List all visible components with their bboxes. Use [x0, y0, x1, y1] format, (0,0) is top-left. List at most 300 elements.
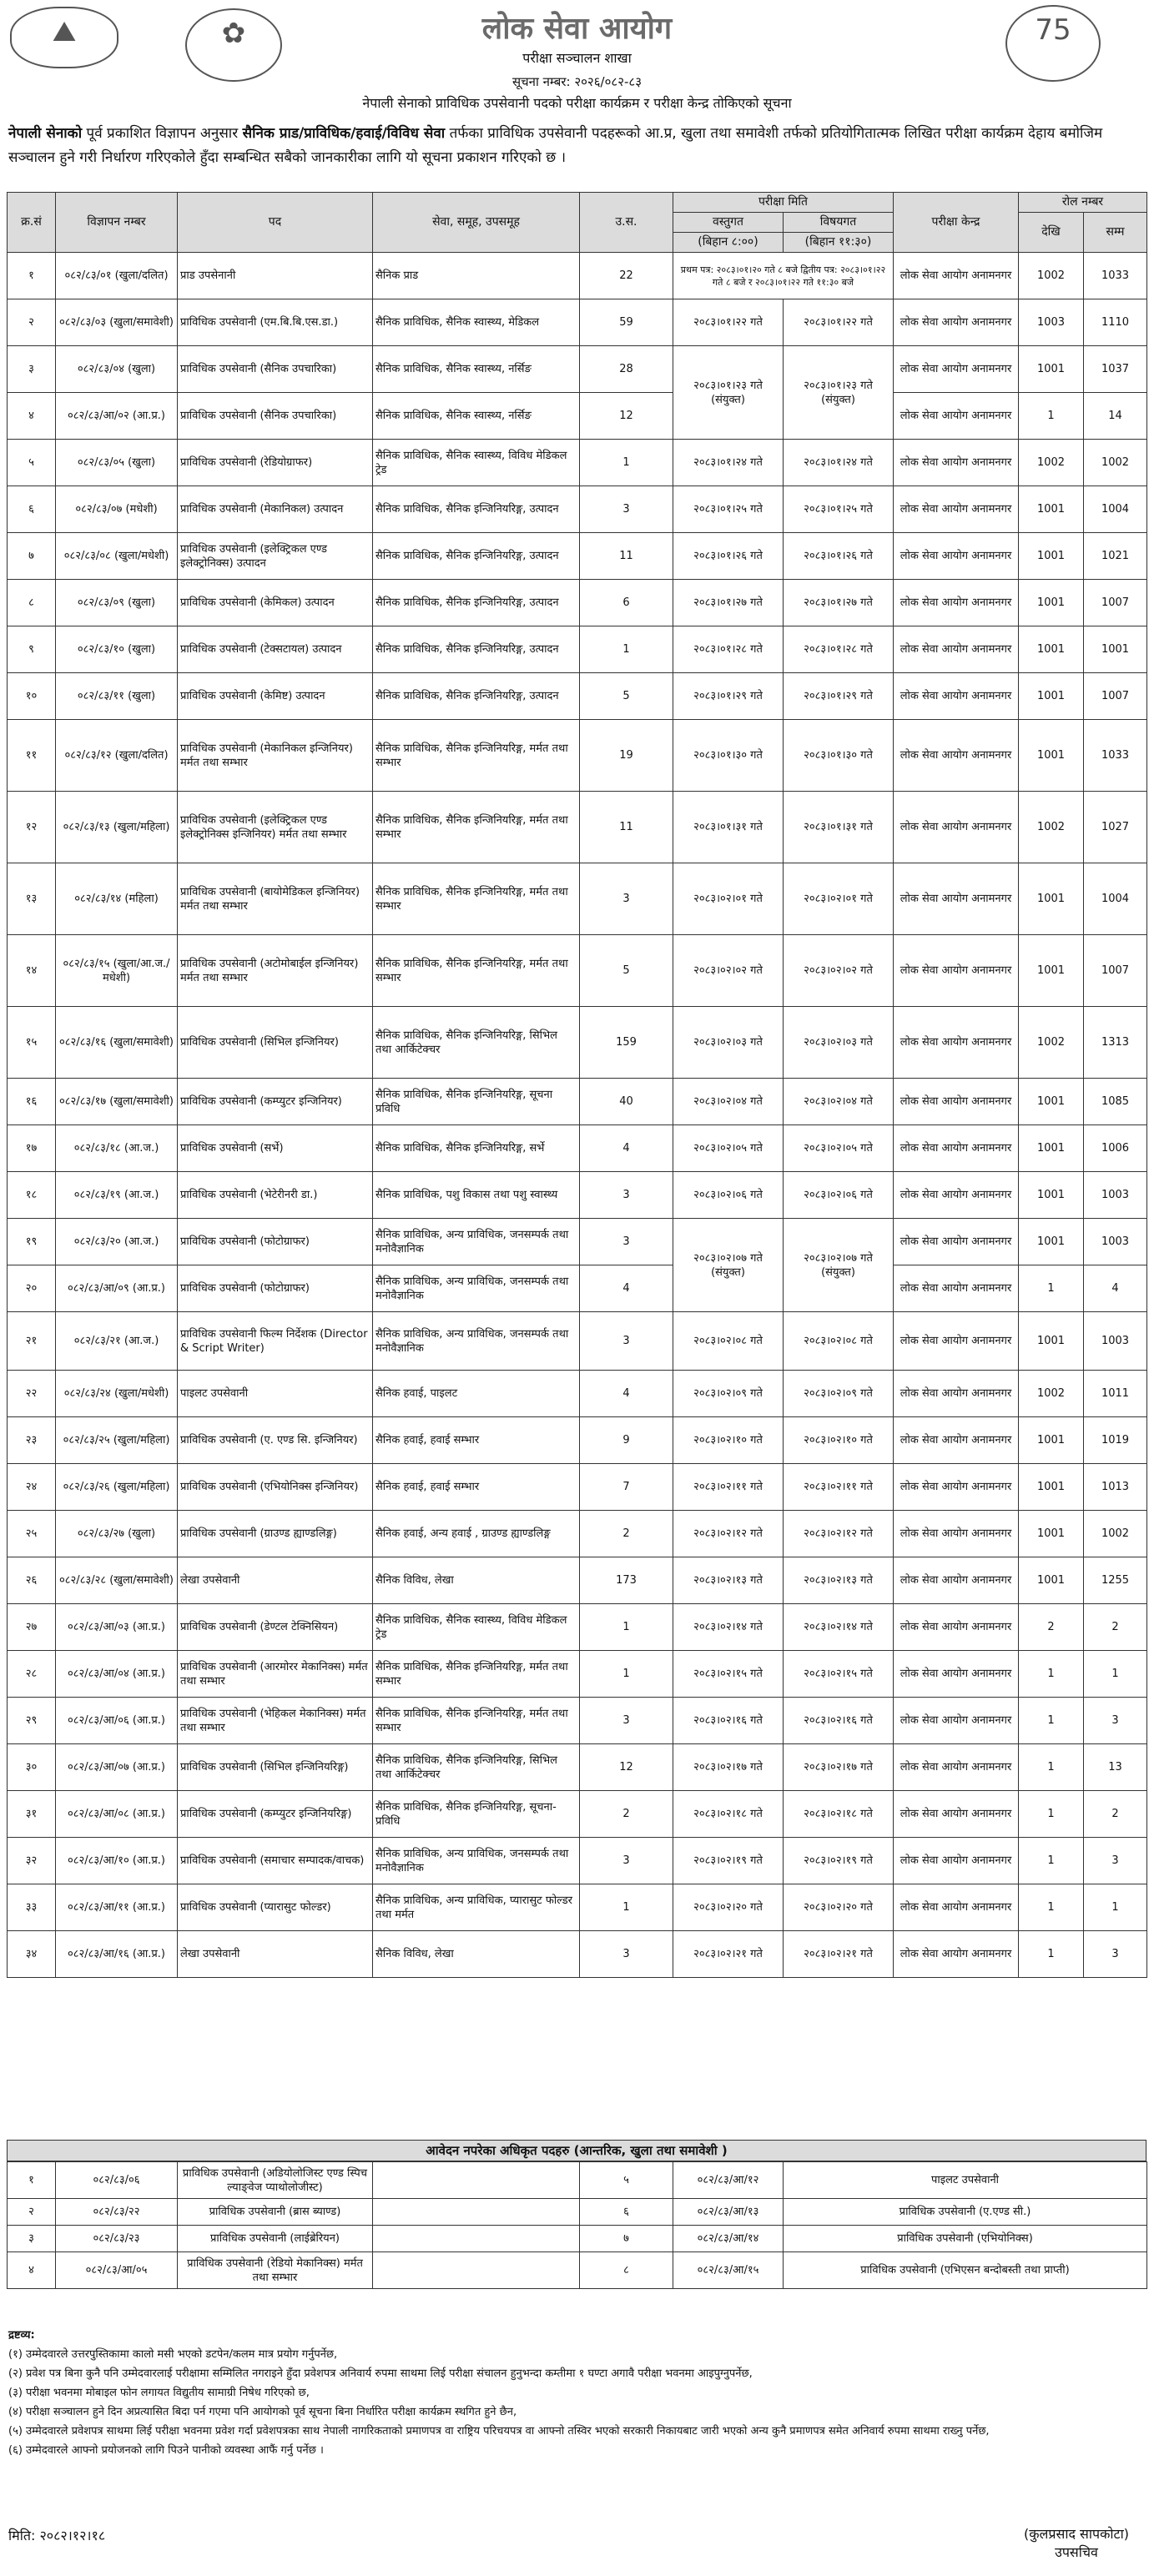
row-objective-date: २०८३।०१।३१ गते — [673, 792, 784, 863]
row-adv-number: ०८२/८३/२० (आ.ज.) — [56, 1219, 178, 1265]
exam-schedule-body — [8, 253, 1147, 1978]
row-adv-number: ०८२/८३/१० (खुला) — [56, 626, 178, 673]
row-count: 5 — [580, 935, 673, 1007]
col-adv: विज्ञापन नम्बर — [56, 193, 178, 253]
row-post: प्राविधिक उपसेवानी (डेण्टल टेक्निसियन) — [178, 1604, 373, 1651]
row-subjective-date: २०८३।०२।१८ गते — [784, 1791, 894, 1838]
row-roll-from: 1001 — [1019, 626, 1084, 673]
row-roll-to: 14 — [1084, 393, 1147, 440]
row-subjective-date: २०८३।०२।२० गते — [784, 1884, 894, 1931]
table-row — [8, 1651, 1147, 1698]
row-exam-center: लोक सेवा आयोग अनामनगर — [894, 1312, 1019, 1371]
row-adv-number: ०८२/८३/आ/१६ (आ.प्र.) — [56, 1931, 178, 1978]
table-row — [8, 1172, 1147, 1219]
branch-name: परीक्षा सञ्चालन शाखा — [522, 50, 632, 66]
cancelled-sn: १ — [8, 2162, 56, 2199]
row-subjective-date: २०८३।०१।२२ गते — [784, 299, 894, 346]
row-subjective-date: २०८३।०२।१४ गते — [784, 1604, 894, 1651]
row-adv-number: ०८२/८३/आ/०८ (आ.प्र.) — [56, 1791, 178, 1838]
row-count: 1 — [580, 1604, 673, 1651]
row-post: प्राविधिक उपसेवानी (कम्प्युटर इन्जिनियर) — [178, 1079, 373, 1125]
row-sn: ३२ — [8, 1838, 56, 1884]
row-exam-date: प्रथम पत्र: २०८३।०१।२० गते ८ बजे द्वितीय पत्र: २०८३।०१।२२ गते ८ बजे र २०८३।०१।२२ गते ११:३० बजे — [673, 253, 894, 299]
row-roll-to: 1011 — [1084, 1371, 1147, 1417]
row-subjective-date: २०८३।०२।०८ गते — [784, 1312, 894, 1371]
row-roll-to: 1003 — [1084, 1312, 1147, 1371]
cancelled-post: प्राविधिक उपसेवानी (रेडियो मेकानिक्स) मर्मत तथा सम्भार — [178, 2252, 373, 2289]
intro-text-2: पूर्व प्रकाशित विज्ञापन अनुसार — [82, 125, 243, 142]
row-objective-date: २०८३।०२।०६ गते — [673, 1172, 784, 1219]
row-sn: २१ — [8, 1312, 56, 1371]
row-post: प्राड उपसेनानी — [178, 253, 373, 299]
row-roll-from: 1 — [1019, 1744, 1084, 1791]
row-roll-to: 1021 — [1084, 533, 1147, 580]
row-roll-to: 3 — [1084, 1931, 1147, 1978]
row-subjective-date: २०८३।०२।१७ गते — [784, 1744, 894, 1791]
row-adv-number: ०८२/८३/१६ (खुला/समावेशी) — [56, 1007, 178, 1079]
row-sn: २२ — [8, 1371, 56, 1417]
col-obj-time: (बिहान ८:००) — [673, 233, 784, 253]
row-roll-from: 1002 — [1019, 792, 1084, 863]
row-subjective-date: २०८३।०१।३० गते — [784, 720, 894, 792]
row-post: प्राविधिक उपसेवानी (इलेक्ट्रिकल एण्ड इलेक्ट्रोनिक्स) उत्पादन — [178, 533, 373, 580]
row-post: प्राविधिक उपसेवानी (भेटेरीनरी डा.) — [178, 1172, 373, 1219]
table-row — [8, 440, 1147, 486]
row-exam-center: लोक सेवा आयोग अनामनगर — [894, 935, 1019, 1007]
row-roll-from: 1001 — [1019, 935, 1084, 1007]
row-exam-center: लोक सेवा आयोग अनामनगर — [894, 626, 1019, 673]
row-exam-center: लोक सेवा आयोग अनामनगर — [894, 1838, 1019, 1884]
row-post: प्राविधिक उपसेवानी (फोटोग्राफर) — [178, 1219, 373, 1265]
row-subjective-date: २०८३।०२।१५ गते — [784, 1651, 894, 1698]
row-service: सैनिक प्राविधिक, सैनिक इन्जिनियरिङ्ग, उत्पादन — [373, 626, 580, 673]
row-sn: २७ — [8, 1604, 56, 1651]
row-sn: २९ — [8, 1698, 56, 1744]
row-roll-to: 1007 — [1084, 580, 1147, 626]
row-roll-to: 1 — [1084, 1884, 1147, 1931]
table-row — [8, 1931, 1147, 1978]
row-exam-center: लोक सेवा आयोग अनामनगर — [894, 1219, 1019, 1265]
row-roll-to: 1033 — [1084, 720, 1147, 792]
row-service: सैनिक प्राविधिक, सैनिक इन्जिनियरिङ्ग, मर्मत तथा सम्भार — [373, 720, 580, 792]
table-row — [8, 1511, 1147, 1557]
row-roll-to: 1037 — [1084, 346, 1147, 393]
cancelled-adv: ०८२/८३/आ/१३ — [673, 2199, 784, 2226]
row-sn: ७ — [8, 533, 56, 580]
row-roll-from: 1002 — [1019, 1371, 1084, 1417]
row-exam-center: लोक सेवा आयोग अनामनगर — [894, 580, 1019, 626]
row-service: सैनिक प्राविधिक, सैनिक इन्जिनियरिङ्ग, मर्मत तथा सम्भार — [373, 1651, 580, 1698]
col-roll-to: सम्म — [1084, 213, 1147, 253]
table-row — [8, 1604, 1147, 1651]
row-subjective-date: २०८३।०२।०६ गते — [784, 1172, 894, 1219]
row-objective-date: २०८३।०२।१७ गते — [673, 1744, 784, 1791]
row-sn: ६ — [8, 486, 56, 533]
row-post: प्राविधिक उपसेवानी (इलेक्ट्रिकल एण्ड इलेक्ट्रोनिक्स इन्जिनियर) मर्मत तथा सम्भार — [178, 792, 373, 863]
row-subjective-date: २०८३।०२।१० गते — [784, 1417, 894, 1464]
row-objective-date: २०८३।०१।२८ गते — [673, 626, 784, 673]
row-adv-number: ०८२/८३/आ/०३ (आ.प्र.) — [56, 1604, 178, 1651]
row-roll-to: 1255 — [1084, 1557, 1147, 1604]
table-row — [8, 1698, 1147, 1744]
row-post: प्राविधिक उपसेवानी (सिभिल इन्जिनियर) — [178, 1007, 373, 1079]
row-adv-number: ०८२/८३/०५ (खुला) — [56, 440, 178, 486]
row-subjective-date: २०८३।०२।१३ गते — [784, 1557, 894, 1604]
table-row — [8, 673, 1147, 720]
row-adv-number: ०८२/८३/१३ (खुला/महिला) — [56, 792, 178, 863]
row-count: 3 — [580, 1172, 673, 1219]
row-roll-to: 2 — [1084, 1604, 1147, 1651]
row-subjective-date: २०८३।०१।२९ गते — [784, 673, 894, 720]
row-sn: ३० — [8, 1744, 56, 1791]
cancelled-spacer — [373, 2226, 580, 2252]
note-item: (४) परीक्षा सञ्चालन हुने दिन अप्रत्यासित बिदा पर्न गएमा पनि आयोगको पूर्व सूचना बिना निर्धारित परीक्षा कार्यक्रम स्थगित हुने छैन, — [8, 2406, 517, 2418]
table-row — [8, 935, 1147, 1007]
row-service: सैनिक प्राविधिक, अन्य प्राविधिक, जनसम्पर्क तथा मनोवैज्ञानिक — [373, 1312, 580, 1371]
row-count: 22 — [580, 253, 673, 299]
row-service: सैनिक प्राविधिक, सैनिक इन्जिनियरिङ्ग, उत्पादन — [373, 673, 580, 720]
row-exam-center: लोक सेवा आयोग अनामनगर — [894, 1464, 1019, 1511]
row-adv-number: ०८२/८३/०१ (खुला/दलित) — [56, 253, 178, 299]
row-post: प्राविधिक उपसेवानी (ग्राउण्ड ह्याण्डलिङ्ग) — [178, 1511, 373, 1557]
row-sn: २८ — [8, 1651, 56, 1698]
row-sn: १४ — [8, 935, 56, 1007]
table-row — [8, 533, 1147, 580]
row-roll-to: 1019 — [1084, 1417, 1147, 1464]
row-count: 2 — [580, 1791, 673, 1838]
row-exam-center: लोक सेवा आयोग अनामनगर — [894, 1172, 1019, 1219]
notes-list — [8, 2345, 1147, 2460]
table-row — [8, 1219, 1147, 1265]
row-adv-number: ०८२/८३/२७ (खुला) — [56, 1511, 178, 1557]
col-sn: क्र.सं — [8, 193, 56, 253]
row-sn: ५ — [8, 440, 56, 486]
row-sn: १ — [8, 253, 56, 299]
row-exam-center: लोक सेवा आयोग अनामनगर — [894, 1651, 1019, 1698]
cancelled-sn: ३ — [8, 2226, 56, 2252]
cancelled-row — [8, 2252, 1147, 2289]
row-adv-number: ०८२/८३/आ/०२ (आ.प्र.) — [56, 393, 178, 440]
row-roll-from: 1003 — [1019, 299, 1084, 346]
table-row — [8, 1007, 1147, 1079]
row-roll-to: 3 — [1084, 1838, 1147, 1884]
row-post: प्राविधिक उपसेवानी (सिभिल इन्जिनियरिङ्ग) — [178, 1744, 373, 1791]
row-service: सैनिक प्राविधिक, सैनिक इन्जिनियरिङ्ग, मर्मत तथा सम्भार — [373, 1698, 580, 1744]
row-subjective-date: २०८३।०२।०३ गते — [784, 1007, 894, 1079]
nepal-emblem-icon: ⛰ — [10, 7, 118, 68]
signatory-name: (कुलप्रसाद सापकोटा) — [1024, 2526, 1129, 2542]
row-sn: ३३ — [8, 1884, 56, 1931]
row-roll-from: 1001 — [1019, 1511, 1084, 1557]
table-row — [8, 1884, 1147, 1931]
row-count: 28 — [580, 346, 673, 393]
row-adv-number: ०८२/८३/१८ (आ.ज.) — [56, 1125, 178, 1172]
notice-subject: नेपाली सेनाको प्राविधिक उपसेवानी पदको परीक्षा कार्यक्रम र परीक्षा केन्द्र तोकिएको सूचना — [362, 95, 792, 111]
row-service: सैनिक प्राविधिक, सैनिक इन्जिनियरिङ्ग, सिभिल तथा आर्किटेक्चर — [373, 1007, 580, 1079]
col-subj-time: (बिहान ११:३०) — [784, 233, 894, 253]
row-objective-date: २०८३।०२।०४ गते — [673, 1079, 784, 1125]
cancelled-adv: ०८२/८३/आ/१४ — [673, 2226, 784, 2252]
row-post: प्राविधिक उपसेवानी (अटोमोबाईल इन्जिनियर) मर्मत तथा सम्भार — [178, 935, 373, 1007]
table-row — [8, 393, 1147, 440]
row-service: सैनिक प्राविधिक, सैनिक इन्जिनियरिङ्ग, सूचना-प्रविधि — [373, 1791, 580, 1838]
row-roll-to: 1110 — [1084, 299, 1147, 346]
cancelled-post: प्राविधिक उपसेवानी (अडियोलोजिस्ट एण्ड स्पिच ल्याङ्वेज प्याथोलोजीस्ट) — [178, 2162, 373, 2199]
row-sn: १६ — [8, 1079, 56, 1125]
row-sn: २ — [8, 299, 56, 346]
col-objective: वस्तुगत — [673, 213, 784, 233]
col-roll-from: देखि — [1019, 213, 1084, 253]
row-post: प्राविधिक उपसेवानी (सैनिक उपचारिका) — [178, 346, 373, 393]
row-service: सैनिक हवाई, पाइलट — [373, 1371, 580, 1417]
table-row — [8, 1464, 1147, 1511]
row-roll-to: 3 — [1084, 1698, 1147, 1744]
header — [0, 0, 1154, 171]
row-adv-number: ०८२/८३/१७ (खुला/समावेशी) — [56, 1079, 178, 1125]
cancelled-post: प्राविधिक उपसेवानी (एभियोनिक्स) — [784, 2226, 1147, 2252]
row-roll-from: 1001 — [1019, 1557, 1084, 1604]
row-count: 4 — [580, 1265, 673, 1312]
row-count: 7 — [580, 1464, 673, 1511]
row-roll-from: 1001 — [1019, 1125, 1084, 1172]
row-roll-to: 1313 — [1084, 1007, 1147, 1079]
row-exam-center: लोक सेवा आयोग अनामनगर — [894, 1557, 1019, 1604]
table-row — [8, 1557, 1147, 1604]
row-sn: १५ — [8, 1007, 56, 1079]
row-post: लेखा उपसेवानी — [178, 1557, 373, 1604]
cancelled-spacer — [373, 2252, 580, 2289]
row-count: 12 — [580, 1744, 673, 1791]
cancelled-sn: ७ — [580, 2226, 673, 2252]
row-count: 3 — [580, 486, 673, 533]
row-subjective-date: २०८३।०१।२८ गते — [784, 626, 894, 673]
row-service: सैनिक प्राविधिक, अन्य प्राविधिक, प्यारासुट फोल्डर तथा मर्मत — [373, 1884, 580, 1931]
row-service: सैनिक प्राविधिक, सैनिक इन्जिनियरिङ्ग, मर्मत तथा सम्भार — [373, 935, 580, 1007]
row-service: सैनिक प्राविधिक, सैनिक इन्जिनियरिङ्ग, सर्भे — [373, 1125, 580, 1172]
row-roll-from: 1001 — [1019, 863, 1084, 935]
row-objective-date: २०८३।०२।२० गते — [673, 1884, 784, 1931]
exam-schedule-table — [7, 192, 1147, 1978]
cancelled-post: प्राविधिक उपसेवानी (लाईब्रेरियन) — [178, 2226, 373, 2252]
row-service: सैनिक प्राविधिक, अन्य प्राविधिक, जनसम्पर्क तथा मनोवैज्ञानिक — [373, 1265, 580, 1312]
row-post: प्राविधिक उपसेवानी (मेकानिकल) उत्पादन — [178, 486, 373, 533]
row-subjective-date: २०८३।०२।०१ गते — [784, 863, 894, 935]
row-adv-number: ०८२/८३/२४ (खुला/मधेशी) — [56, 1371, 178, 1417]
notice-number: सूचना नम्बर: २०२६/०८२-८३ — [511, 74, 643, 89]
row-objective-date: २०८३।०२।११ गते — [673, 1464, 784, 1511]
row-subjective-date: २०८३।०२।१२ गते — [784, 1511, 894, 1557]
row-sn: २५ — [8, 1511, 56, 1557]
row-objective-date: २०८३।०२।०९ गते — [673, 1371, 784, 1417]
row-roll-to: 1 — [1084, 1651, 1147, 1698]
table-row — [8, 863, 1147, 935]
row-subjective-date: २०८३।०१।२६ गते — [784, 533, 894, 580]
row-exam-center: लोक सेवा आयोग अनामनगर — [894, 253, 1019, 299]
row-exam-center: लोक सेवा आयोग अनामनगर — [894, 1007, 1019, 1079]
row-exam-center: लोक सेवा आयोग अनामनगर — [894, 1079, 1019, 1125]
cancelled-sn: ५ — [580, 2162, 673, 2199]
row-roll-from: 1 — [1019, 1931, 1084, 1978]
row-exam-center: लोक सेवा आयोग अनामनगर — [894, 486, 1019, 533]
row-count: 19 — [580, 720, 673, 792]
row-objective-date: २०८३।०२।०८ गते — [673, 1312, 784, 1371]
notes-heading: द्रष्टव्य: — [8, 2329, 35, 2342]
row-roll-to: 13 — [1084, 1744, 1147, 1791]
row-roll-from: 1 — [1019, 1791, 1084, 1838]
row-objective-date: २०८३।०२।१६ गते — [673, 1698, 784, 1744]
row-subjective-date: २०८३।०२।२१ गते — [784, 1931, 894, 1978]
row-roll-from: 1001 — [1019, 673, 1084, 720]
note-item: (१) उम्मेदवारले उत्तरपुस्तिकामा कालो मसी भएको डटपेन/कलम मात्र प्रयोग गर्नुपर्नेछ, — [8, 2348, 338, 2361]
table-row — [8, 1838, 1147, 1884]
table-row — [8, 1417, 1147, 1464]
row-post: प्राविधिक उपसेवानी (कम्प्युटर इन्जिनियरिङ्ग) — [178, 1791, 373, 1838]
cancelled-posts-body — [8, 2162, 1147, 2289]
row-objective-date: २०८३।०२।१८ गते — [673, 1791, 784, 1838]
cancelled-row — [8, 2162, 1147, 2199]
row-sn: २० — [8, 1265, 56, 1312]
row-sn: १८ — [8, 1172, 56, 1219]
row-exam-center: लोक सेवा आयोग अनामनगर — [894, 1884, 1019, 1931]
intro-text-4: तर्फका प्राविधिक उपसेवानी पदहरूको आ.प्र, खुला तथा समावेशी तर्फको प्रतियोगितात्मक लिखित परीक्षा कार्यक्रम देहाय बमोजिम सञ्चालन हुने गरी निर्धारण गरिएकोले हुँदा सम्बन्धित सबैको जानकारीका लागि यो सूचना प्रकाशन गरिएको छ । — [8, 125, 1103, 166]
row-roll-to: 1027 — [1084, 792, 1147, 863]
cancelled-post: पाइलट उपसेवानी — [784, 2162, 1147, 2199]
row-service: सैनिक प्राविधिक, सैनिक इन्जिनियरिङ्ग, सिभिल तथा आर्किटेक्चर — [373, 1744, 580, 1791]
row-subjective-date: २०८३।०२।०७ गते (संयुक्त) — [784, 1219, 894, 1312]
row-service: सैनिक विविध, लेखा — [373, 1557, 580, 1604]
row-subjective-date: २०८३।०१।२५ गते — [784, 486, 894, 533]
row-roll-from: 1002 — [1019, 253, 1084, 299]
row-roll-from: 1001 — [1019, 580, 1084, 626]
notice-date: मिति: २०८२।१२।१८ — [8, 2528, 106, 2543]
row-roll-from: 1 — [1019, 1265, 1084, 1312]
cancelled-adv: ०८२/८३/२३ — [56, 2226, 178, 2252]
cancelled-post: प्राविधिक उपसेवानी (एभिएसन बन्दोबस्ती तथा प्राप्ती) — [784, 2252, 1147, 2289]
note-item: (२) प्रवेश पत्र बिना कुनै पनि उम्मेदवारलाई परीक्षामा सम्मिलित नगराइने हुँदा प्रवेशपत्र अनिवार्य रुपमा साथमा लिई परीक्षा संचालन हुनुभन्दा कम्तीमा १ घण्टा अगावै परीक्षा भवनमा आइपुग्नुपर्नेछ, — [8, 2367, 753, 2380]
cancelled-spacer — [373, 2162, 580, 2199]
row-service: सैनिक प्राविधिक, अन्य प्राविधिक, जनसम्पर्क तथा मनोवैज्ञानिक — [373, 1838, 580, 1884]
row-sn: ११ — [8, 720, 56, 792]
row-sn: ३४ — [8, 1931, 56, 1978]
row-objective-date: २०८३।०१।२२ गते — [673, 299, 784, 346]
row-roll-to: 1013 — [1084, 1464, 1147, 1511]
row-objective-date: २०८३।०२।१४ गते — [673, 1604, 784, 1651]
row-count: 2 — [580, 1511, 673, 1557]
table-row — [8, 1265, 1147, 1312]
row-exam-center: लोक सेवा आयोग अनामनगर — [894, 1931, 1019, 1978]
note-item: (५) उम्मेदवारले प्रवेशपत्र साथमा लिई परीक्षा भवनमा प्रवेश गर्दा प्रवेशपत्रका साथ नेपाली नागरिकताको प्रमाणपत्र वा राष्ट्रिय परिचयपत्र वा आफ्नो तस्विर भएको सरकारी निकायबाट जारी भएको अन्य कुनै प्रमाणपत्र समेत अनिवार्य रुपमा साथमा राख्नु पर्नेछ, — [8, 2425, 990, 2438]
row-service: सैनिक प्राविधिक, सैनिक स्वास्थ्य, विविध मेडिकल ट्रेड — [373, 1604, 580, 1651]
table-row — [8, 486, 1147, 533]
row-exam-center: लोक सेवा आयोग अनामनगर — [894, 1511, 1019, 1557]
row-subjective-date: २०८३।०२।११ गते — [784, 1464, 894, 1511]
row-count: 1 — [580, 626, 673, 673]
row-subjective-date: २०८३।०२।०५ गते — [784, 1125, 894, 1172]
row-count: 1 — [580, 1651, 673, 1698]
row-post: प्राविधिक उपसेवानी (सैनिक उपचारिका) — [178, 393, 373, 440]
row-roll-to: 1085 — [1084, 1079, 1147, 1125]
row-exam-center: लोक सेवा आयोग अनामनगर — [894, 533, 1019, 580]
row-count: 59 — [580, 299, 673, 346]
row-roll-from: 1001 — [1019, 1172, 1084, 1219]
row-sn: ३ — [8, 346, 56, 393]
row-roll-from: 1001 — [1019, 346, 1084, 393]
row-roll-to: 2 — [1084, 1791, 1147, 1838]
row-post: प्राविधिक उपसेवानी (ए. एण्ड सि. इन्जिनियर) — [178, 1417, 373, 1464]
row-objective-date: २०८३।०२।१० गते — [673, 1417, 784, 1464]
row-roll-from: 1002 — [1019, 440, 1084, 486]
row-sn: ४ — [8, 393, 56, 440]
row-roll-to: 1003 — [1084, 1172, 1147, 1219]
row-sn: १० — [8, 673, 56, 720]
row-objective-date: २०८३।०२।१५ गते — [673, 1651, 784, 1698]
col-roll: रोल नम्बर — [1019, 193, 1147, 213]
cancelled-row — [8, 2226, 1147, 2252]
row-service: सैनिक प्राविधिक, सैनिक इन्जिनियरिङ्ग, मर्मत तथा सम्भार — [373, 792, 580, 863]
row-exam-center: लोक सेवा आयोग अनामनगर — [894, 673, 1019, 720]
row-objective-date: २०८३।०२।२१ गते — [673, 1931, 784, 1978]
row-adv-number: ०८२/८३/१४ (महिला) — [56, 863, 178, 935]
cancelled-posts-heading: आवेदन नपरेका अधिकृत पदहरु (आन्तरिक, खुला तथा समावेशी ) — [7, 2140, 1146, 2161]
intro-paragraph — [8, 122, 1143, 170]
row-count: 3 — [580, 1931, 673, 1978]
row-adv-number: ०८२/८३/आ/०४ (आ.प्र.) — [56, 1651, 178, 1698]
row-sn: ८ — [8, 580, 56, 626]
row-service: सैनिक प्राविधिक, सैनिक स्वास्थ्य, नर्सिङ — [373, 393, 580, 440]
cancelled-sn: ४ — [8, 2252, 56, 2289]
row-roll-to: 1001 — [1084, 626, 1147, 673]
row-post: प्राविधिक उपसेवानी (भेहिकल मेकानिक्स) मर्मत तथा सम्भार — [178, 1698, 373, 1744]
row-post: प्राविधिक उपसेवानी (सर्भे) — [178, 1125, 373, 1172]
row-objective-date: २०८३।०२।१९ गते — [673, 1838, 784, 1884]
row-adv-number: ०८२/८३/०८ (खुला/मधेशी) — [56, 533, 178, 580]
table-row — [8, 1312, 1147, 1371]
row-count: 5 — [580, 673, 673, 720]
row-post: प्राविधिक उपसेवानी (रेडियोग्राफर) — [178, 440, 373, 486]
row-count: 1 — [580, 440, 673, 486]
row-subjective-date: २०८३।०१।२३ गते (संयुक्त) — [784, 346, 894, 440]
table-row — [8, 1744, 1147, 1791]
notes-section — [8, 2326, 1147, 2460]
table-row — [8, 580, 1147, 626]
row-subjective-date: २०८३।०१।२४ गते — [784, 440, 894, 486]
row-roll-from: 1001 — [1019, 1219, 1084, 1265]
table-row — [8, 792, 1147, 863]
row-service: सैनिक प्राविधिक, सैनिक स्वास्थ्य, विविध मेडिकल ट्रेड — [373, 440, 580, 486]
table-row — [8, 720, 1147, 792]
row-post: प्राविधिक उपसेवानी (प्यारासुट फोल्डर) — [178, 1884, 373, 1931]
col-center: परीक्षा केन्द्र — [894, 193, 1019, 253]
row-objective-date: २०८३।०२।१३ गते — [673, 1557, 784, 1604]
row-sn: २४ — [8, 1464, 56, 1511]
cancelled-sn: ६ — [580, 2199, 673, 2226]
row-exam-center: लोक सेवा आयोग अनामनगर — [894, 346, 1019, 393]
row-adv-number: ०८२/८३/०७ (मधेशी) — [56, 486, 178, 533]
row-post: प्राविधिक उपसेवानी (समाचार सम्पादक/वाचक) — [178, 1838, 373, 1884]
row-roll-to: 1003 — [1084, 1219, 1147, 1265]
row-objective-date: २०८३।०१।३० गते — [673, 720, 784, 792]
row-roll-from: 1001 — [1019, 1312, 1084, 1371]
row-count: 11 — [580, 792, 673, 863]
row-adv-number: ०८२/८३/आ/०९ (आ.प्र.) — [56, 1265, 178, 1312]
cancelled-sn: २ — [8, 2199, 56, 2226]
row-roll-from: 2 — [1019, 1604, 1084, 1651]
row-roll-from: 1001 — [1019, 1079, 1084, 1125]
row-exam-center: लोक सेवा आयोग अनामनगर — [894, 720, 1019, 792]
row-adv-number: ०८२/८३/२१ (आ.ज.) — [56, 1312, 178, 1371]
row-sn: १७ — [8, 1125, 56, 1172]
row-roll-to: 1007 — [1084, 935, 1147, 1007]
